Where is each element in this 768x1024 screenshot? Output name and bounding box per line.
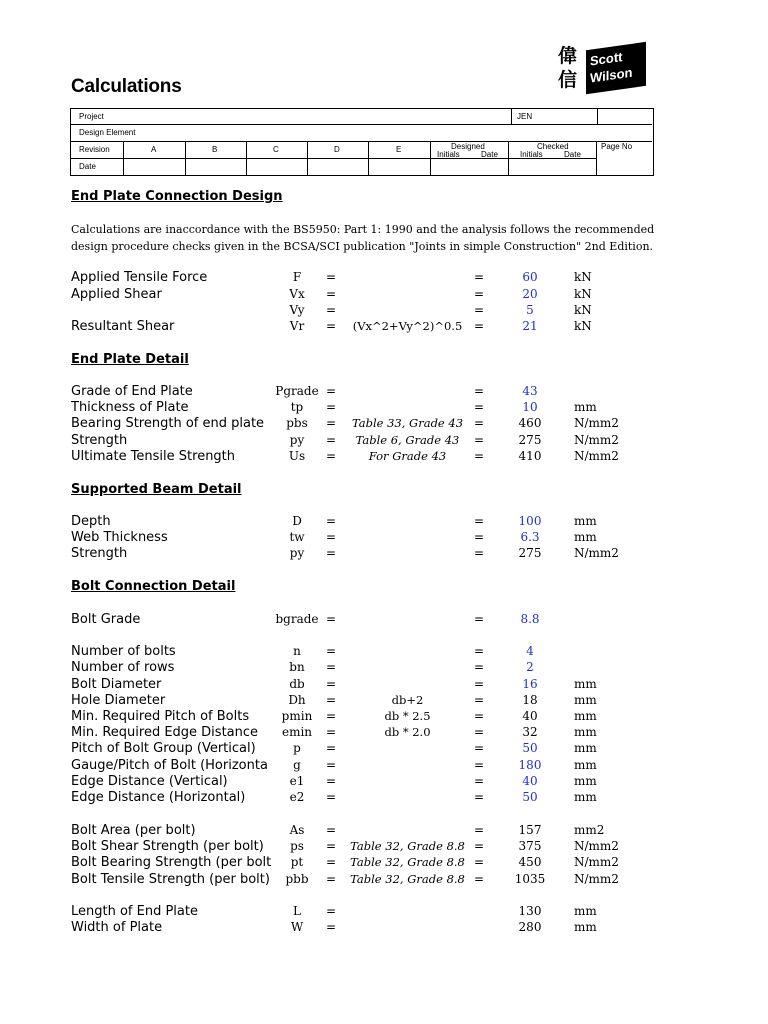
- row-equals-result: =: [473, 416, 485, 430]
- calc-row: [0, 741, 768, 757]
- designed-date-label: Date: [481, 150, 498, 159]
- revision-d: D: [334, 145, 340, 154]
- date-label: Date: [79, 162, 96, 171]
- row-label: Min. Required Edge Distance: [71, 725, 259, 740]
- row-symbol: Pgrade: [275, 384, 319, 398]
- row-symbol: L: [293, 904, 301, 918]
- section-bolt-connection-detail: Bolt Connection Detail: [71, 579, 236, 594]
- row-equals: =: [325, 546, 337, 560]
- row-formula: For Grade 43: [368, 449, 447, 463]
- row-unit: mm2: [574, 823, 605, 837]
- row-equals: =: [325, 514, 337, 528]
- calc-row: [0, 287, 768, 303]
- row-symbol: pmin: [281, 709, 313, 723]
- calc-row: [0, 514, 768, 530]
- row-symbol: e1: [289, 774, 305, 788]
- revision-a: A: [151, 145, 157, 154]
- row-equals-result: =: [473, 546, 485, 560]
- row-equals: =: [325, 660, 337, 674]
- row-value: 275: [518, 433, 542, 447]
- row-equals: =: [325, 530, 337, 544]
- calc-row: [0, 872, 768, 888]
- calc-row: [0, 774, 768, 790]
- row-symbol: tw: [289, 530, 305, 544]
- row-label: Bolt Area (per bolt): [71, 823, 196, 838]
- checked-date-label: Date: [564, 150, 581, 159]
- row-equals: =: [325, 758, 337, 772]
- revision-label: Revision: [79, 145, 110, 154]
- row-value: 5: [526, 303, 534, 317]
- row-equals: =: [325, 400, 337, 414]
- revision-b: B: [212, 145, 218, 154]
- row-label: Width of Plate: [71, 920, 163, 935]
- row-equals: =: [325, 725, 337, 739]
- row-label: Resultant Shear: [71, 319, 175, 334]
- row-value: 100: [518, 514, 542, 528]
- row-label: Edge Distance (Horizontal): [71, 790, 246, 805]
- row-unit: N/mm2: [574, 546, 619, 560]
- row-label: Length of End Plate: [71, 904, 198, 919]
- row-symbol: e2: [289, 790, 305, 804]
- calc-row: [0, 677, 768, 693]
- row-value: 32: [522, 725, 538, 739]
- row-equals-result: =: [473, 855, 485, 869]
- row-unit: mm: [574, 725, 597, 739]
- calc-row: [0, 790, 768, 806]
- calc-row: [0, 612, 768, 628]
- row-label: Hole Diameter: [71, 693, 166, 708]
- row-value: 4: [526, 644, 534, 658]
- row-label: Bolt Grade: [71, 612, 141, 627]
- designed-initials-label: Initials: [437, 150, 460, 159]
- row-equals: =: [325, 270, 337, 284]
- section-supported-beam-detail: Supported Beam Detail: [71, 482, 242, 497]
- page-title: Calculations: [71, 76, 182, 97]
- row-value: 180: [518, 758, 542, 772]
- row-label: Gauge/Pitch of Bolt (Horizonta: [71, 758, 268, 773]
- row-value: 410: [518, 449, 542, 463]
- row-unit: mm: [574, 904, 597, 918]
- calc-row: [0, 384, 768, 400]
- row-label: Strength: [71, 546, 128, 561]
- row-unit: N/mm2: [574, 416, 619, 430]
- section-end-plate-detail: End Plate Detail: [71, 352, 189, 367]
- row-equals-result: =: [473, 872, 485, 886]
- row-symbol: F: [292, 270, 302, 284]
- scott-wilson-logo: [558, 44, 654, 100]
- calc-row: [0, 270, 768, 286]
- row-label: Pitch of Bolt Group (Vertical): [71, 741, 256, 756]
- row-label: Strength: [71, 433, 128, 448]
- calc-row: [0, 303, 768, 319]
- row-equals-result: =: [473, 384, 485, 398]
- row-equals: =: [325, 839, 337, 853]
- row-symbol: pt: [290, 855, 304, 869]
- row-symbol: D: [292, 514, 302, 528]
- row-equals: =: [325, 790, 337, 804]
- row-equals-result: =: [473, 823, 485, 837]
- row-equals: =: [325, 384, 337, 398]
- row-equals-result: =: [473, 790, 485, 804]
- row-equals: =: [325, 319, 337, 333]
- row-label: Applied Shear: [71, 287, 162, 302]
- calc-row: [0, 839, 768, 855]
- row-equals: =: [325, 855, 337, 869]
- row-value: 375: [518, 839, 542, 853]
- row-label: Web Thickness: [71, 530, 168, 545]
- row-value: 50: [522, 790, 538, 804]
- calc-row: [0, 319, 768, 335]
- row-equals: =: [325, 433, 337, 447]
- calc-row: [0, 920, 768, 936]
- calc-row: [0, 400, 768, 416]
- row-equals-result: =: [473, 612, 485, 626]
- calc-row: [0, 449, 768, 465]
- row-value: 450: [518, 855, 542, 869]
- row-unit: mm: [574, 693, 597, 707]
- row-unit: mm: [574, 530, 597, 544]
- row-label: Thickness of Plate: [71, 400, 189, 415]
- row-label: Number of bolts: [71, 644, 176, 659]
- row-value: 16: [522, 677, 538, 691]
- row-label: Number of rows: [71, 660, 175, 675]
- row-equals-result: =: [473, 530, 485, 544]
- calc-row: [0, 758, 768, 774]
- calc-row: [0, 530, 768, 546]
- calc-row: [0, 416, 768, 432]
- designed-label: Designed: [451, 142, 485, 151]
- project-label: Project: [79, 112, 104, 121]
- row-symbol: py: [289, 433, 305, 447]
- row-equals: =: [325, 709, 337, 723]
- row-symbol: db: [289, 677, 305, 691]
- calc-row: [0, 693, 768, 709]
- row-equals-result: =: [473, 660, 485, 674]
- row-label: Bolt Shear Strength (per bolt): [71, 839, 264, 854]
- row-formula: db * 2.5: [384, 709, 431, 723]
- row-unit: mm: [574, 920, 597, 934]
- row-unit: N/mm2: [574, 433, 619, 447]
- row-symbol: Dh: [288, 693, 306, 707]
- row-equals: =: [325, 920, 337, 934]
- checked-label: Checked: [537, 142, 569, 151]
- row-equals: =: [325, 872, 337, 886]
- row-symbol: Vr: [289, 319, 305, 333]
- logo-brand-block: Scott Wilson: [586, 42, 646, 94]
- row-formula: db * 2.0: [384, 725, 431, 739]
- row-symbol: As: [289, 823, 305, 837]
- row-symbol: Us: [288, 449, 306, 463]
- row-equals-result: =: [473, 644, 485, 658]
- row-equals-result: =: [473, 725, 485, 739]
- row-unit: mm: [574, 758, 597, 772]
- row-symbol: W: [290, 920, 304, 934]
- row-symbol: Vx: [289, 287, 305, 301]
- row-unit: kN: [574, 287, 592, 301]
- row-unit: mm: [574, 677, 597, 691]
- row-label: Bearing Strength of end plate: [71, 416, 265, 431]
- row-unit: mm: [574, 400, 597, 414]
- row-unit: N/mm2: [574, 855, 619, 869]
- calc-row: [0, 709, 768, 725]
- row-symbol: g: [293, 758, 301, 772]
- row-equals: =: [325, 644, 337, 658]
- row-value: 20: [522, 287, 538, 301]
- design-element-label: Design Element: [79, 128, 136, 137]
- calc-row: [0, 546, 768, 562]
- row-value: 18: [522, 693, 538, 707]
- row-equals: =: [325, 612, 337, 626]
- row-symbol: tp: [290, 400, 304, 414]
- calc-row: [0, 904, 768, 920]
- row-equals: =: [325, 303, 337, 317]
- row-label: Bolt Bearing Strength (per bolt: [71, 855, 272, 870]
- calc-row: [0, 433, 768, 449]
- row-equals-result: =: [473, 270, 485, 284]
- row-value: 2: [526, 660, 534, 674]
- row-value: 50: [522, 741, 538, 755]
- row-unit: mm: [574, 790, 597, 804]
- row-value: 130: [518, 904, 542, 918]
- row-equals: =: [325, 774, 337, 788]
- calc-row: [0, 644, 768, 660]
- row-equals-result: =: [473, 433, 485, 447]
- row-value: 21: [522, 319, 538, 333]
- row-unit: mm: [574, 709, 597, 723]
- row-equals-result: =: [473, 400, 485, 414]
- row-equals-result: =: [473, 449, 485, 463]
- calc-row: [0, 855, 768, 871]
- calc-row: [0, 725, 768, 741]
- logo-cjk-text: 偉 信: [558, 45, 578, 91]
- calc-row: [0, 660, 768, 676]
- row-unit: mm: [574, 514, 597, 528]
- row-equals-result: =: [473, 319, 485, 333]
- row-equals: =: [325, 693, 337, 707]
- row-label: Ultimate Tensile Strength: [71, 449, 236, 464]
- row-formula: Table 32, Grade 8.8: [350, 839, 465, 853]
- row-value: 1035: [514, 872, 546, 886]
- row-formula: Table 33, Grade 43: [351, 416, 464, 430]
- row-label: Depth: [71, 514, 111, 529]
- calc-header-grid: [70, 108, 654, 176]
- row-value: 60: [522, 270, 538, 284]
- row-symbol: p: [293, 741, 301, 755]
- row-symbol: bgrade: [275, 612, 319, 626]
- row-equals: =: [325, 416, 337, 430]
- row-equals-result: =: [473, 514, 485, 528]
- row-value: 8.8: [520, 612, 540, 626]
- row-unit: N/mm2: [574, 872, 619, 886]
- row-label: Min. Required Pitch of Bolts: [71, 709, 250, 724]
- row-equals-result: =: [473, 839, 485, 853]
- row-unit: N/mm2: [574, 839, 619, 853]
- row-equals: =: [325, 823, 337, 837]
- page-no-label: Page No: [601, 142, 633, 151]
- row-formula: db+2: [391, 693, 424, 707]
- row-equals: =: [325, 677, 337, 691]
- revision-e: E: [396, 145, 402, 154]
- row-value: 40: [522, 774, 538, 788]
- revision-c: C: [273, 145, 279, 154]
- row-equals-result: =: [473, 303, 485, 317]
- row-unit: mm: [574, 741, 597, 755]
- row-formula: Table 32, Grade 8.8: [350, 872, 465, 886]
- row-equals: =: [325, 741, 337, 755]
- row-value: 40: [522, 709, 538, 723]
- row-equals-result: =: [473, 774, 485, 788]
- row-value: 275: [518, 546, 542, 560]
- row-equals: =: [325, 904, 337, 918]
- row-value: 6.3: [520, 530, 540, 544]
- row-label: Applied Tensile Force: [71, 270, 208, 285]
- row-unit: kN: [574, 303, 592, 317]
- row-symbol: pbs: [286, 416, 308, 430]
- section-end-plate-connection-design: End Plate Connection Design: [71, 189, 283, 204]
- row-formula: Table 6, Grade 43: [355, 433, 460, 447]
- row-unit: kN: [574, 270, 592, 284]
- row-label: Grade of End Plate: [71, 384, 193, 399]
- checked-initials-label: Initials: [520, 150, 543, 159]
- row-equals-result: =: [473, 758, 485, 772]
- row-symbol: emin: [281, 725, 313, 739]
- row-equals: =: [325, 449, 337, 463]
- row-symbol: bn: [289, 660, 305, 674]
- row-symbol: pbb: [285, 872, 309, 886]
- row-unit: mm: [574, 774, 597, 788]
- row-unit: N/mm2: [574, 449, 619, 463]
- row-formula: Table 32, Grade 8.8: [350, 855, 465, 869]
- row-equals-result: =: [473, 709, 485, 723]
- row-value: 460: [518, 416, 542, 430]
- row-equals-result: =: [473, 677, 485, 691]
- row-value: 10: [522, 400, 538, 414]
- calc-row: [0, 823, 768, 839]
- row-unit: kN: [574, 319, 592, 333]
- row-label: Bolt Diameter: [71, 677, 162, 692]
- row-symbol: n: [293, 644, 301, 658]
- intro-paragraph: Calculations are inaccordance with the BS5950: Part 1: 1990 and the analysis follows the recommended design procedure checks given in the BCSA/SCI publication "Joints in simple Construction" 2nd Edition.: [71, 223, 655, 253]
- row-equals: =: [325, 287, 337, 301]
- row-formula: (Vx^2+Vy^2)^0.5: [352, 319, 463, 333]
- row-equals-result: =: [473, 287, 485, 301]
- row-equals-result: =: [473, 741, 485, 755]
- row-symbol: py: [289, 546, 305, 560]
- row-label: Bolt Tensile Strength (per bolt): [71, 872, 270, 887]
- row-value: 43: [522, 384, 538, 398]
- row-label: Edge Distance (Vertical): [71, 774, 228, 789]
- row-value: 280: [518, 920, 542, 934]
- row-symbol: ps: [290, 839, 304, 853]
- row-symbol: Vy: [289, 303, 305, 317]
- row-value: 157: [518, 823, 542, 837]
- row-equals-result: =: [473, 693, 485, 707]
- job-label: JEN: [517, 112, 533, 121]
